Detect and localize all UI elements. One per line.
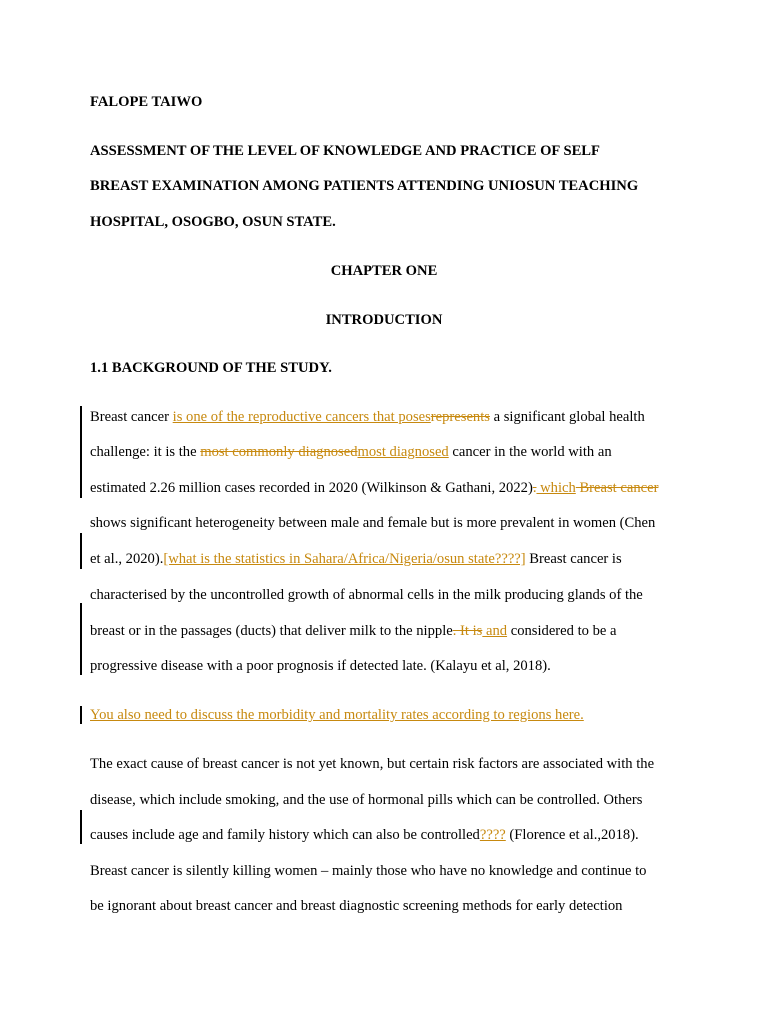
tracked-deletion[interactable]: . It is (452, 623, 483, 639)
paragraph-line: The exact cause of breast cancer is not yet known, but certain risk factors are associated with the (90, 756, 655, 772)
tracked-insertion[interactable]: [what is the statistics in Sahara/Africa/Nigeria/osun state????] (163, 551, 526, 567)
text-run: estimated 2.26 million cases recorded in 2020 (Wilkinson & Gathani, 2022) (90, 480, 533, 496)
change-bar (80, 810, 82, 844)
tracked-deletion[interactable]: . (532, 480, 537, 496)
tracked-insertion[interactable]: which (536, 480, 576, 496)
paragraph-line (90, 551, 622, 568)
tracked-deletion[interactable]: represents (430, 409, 490, 425)
title-line-1: ASSESSMENT OF THE LEVEL OF KNOWLEDGE AND PRACTICE OF SELF (90, 143, 600, 159)
chapter-heading: CHAPTER ONE (330, 263, 438, 279)
change-bar (80, 533, 82, 569)
paragraph-line: progressive disease with a poor prognosis if detected late. (Kalayu et al, 2018). (90, 658, 551, 674)
tracked-deletion[interactable]: Breast cancer (575, 480, 659, 496)
paragraph-line: be ignorant about breast cancer and breast diagnostic screening methods for early detection (90, 898, 623, 914)
paragraph-line: Breast cancer is silently killing women – mainly those who have no knowledge and continue to (90, 863, 647, 879)
text-run: et al., 2020). (90, 551, 164, 567)
tracked-deletion[interactable]: most commonly diagnosed (200, 444, 358, 460)
title-line-3: HOSPITAL, OSOGBO, OSUN STATE. (90, 214, 336, 230)
paragraph-line (90, 623, 616, 640)
text-run: Breast cancer (90, 409, 173, 425)
text-run: causes include age and family history which can also be controlled (90, 827, 480, 843)
text-run: Breast cancer is (525, 551, 622, 567)
paragraph-line: disease, which include smoking, and the use of hormonal pills which can be controlled. Others (90, 792, 643, 808)
change-bar (80, 406, 82, 498)
text-run: cancer in the world with an (448, 444, 612, 460)
text-run: (Florence et al.,2018). (505, 827, 639, 843)
change-bar (80, 603, 82, 675)
paragraph-line (90, 444, 612, 461)
paragraph-line (90, 480, 658, 497)
text-run: a significant global health (489, 409, 645, 425)
text-run: breast or in the passages (ducts) that deliver milk to the nipple (90, 623, 453, 639)
paragraph-line (90, 409, 645, 426)
subsection-heading: 1.1 BACKGROUND OF THE STUDY. (90, 360, 332, 376)
paragraph-line (90, 707, 584, 724)
tracked-insertion[interactable]: is one of the reproductive cancers that poses (172, 409, 431, 425)
text-run: considered to be a (507, 623, 617, 639)
change-bar (80, 706, 82, 724)
title-line-2: BREAST EXAMINATION AMONG PATIENTS ATTENDING UNIOSUN TEACHING (90, 178, 639, 194)
tracked-insertion[interactable]: You also need to discuss the morbidity and mortality rates according to regions here. (90, 707, 584, 723)
paragraph-line: characterised by the uncontrolled growth of abnormal cells in the milk producing glands of the (90, 587, 643, 603)
tracked-insertion[interactable]: and (482, 623, 508, 639)
section-heading: INTRODUCTION (325, 312, 443, 328)
tracked-insertion[interactable]: ???? (479, 827, 506, 843)
paragraph-line: shows significant heterogeneity between male and female but is more prevalent in women (Chen (90, 515, 656, 531)
author-name: FALOPE TAIWO (90, 94, 203, 110)
paragraph-line (90, 827, 639, 844)
text-run: challenge: it is the (90, 444, 201, 460)
tracked-insertion[interactable]: most diagnosed (357, 444, 449, 460)
